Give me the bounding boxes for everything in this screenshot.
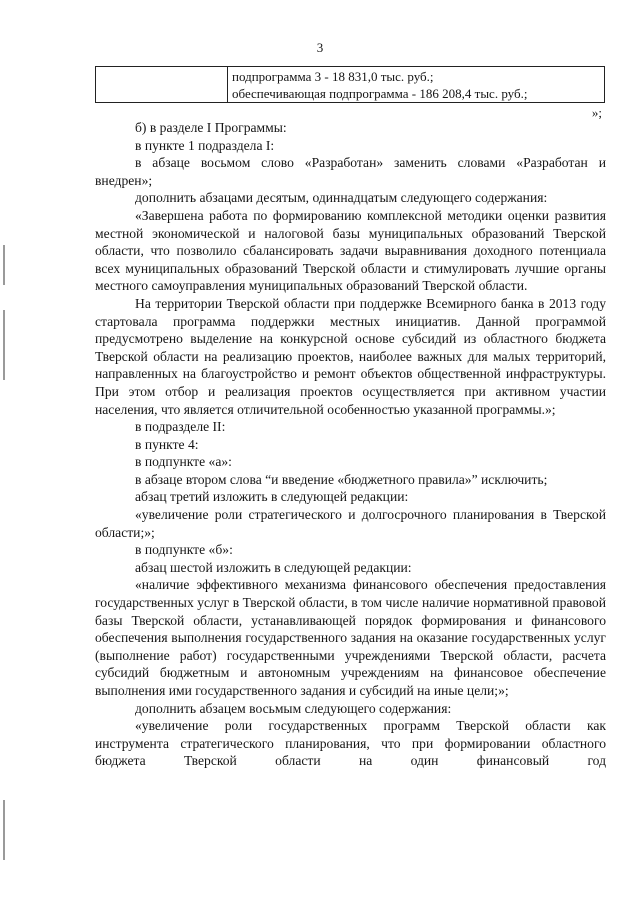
paragraph: «увеличение роли государственных программ Тверской области как инструмента стратегического планирования, что при формировании областного бюджета Тверской области на один финансовый год	[95, 718, 606, 769]
paragraph: б) в разделе I Программы:	[135, 120, 287, 135]
document-body	[95, 119, 606, 770]
paragraph: «увеличение роли стратегического и долгосрочного планирования в Тверской области;»;	[95, 507, 606, 540]
table-row-supporting-subprogram: обеспечивающая подпрограмма - 186 208,4 тыс. руб.;	[232, 86, 528, 101]
table-row-subprogram-3: подпрограмма 3 - 18 831,0 тыс. руб.;	[232, 69, 434, 84]
paragraph: в абзаце восьмом слово «Разработан» заменить словами «Разработан и внедрен»;	[95, 155, 606, 188]
table-text-cell	[228, 67, 604, 102]
table-empty-cell	[96, 67, 228, 102]
paragraph: абзац третий изложить в следующей редакции:	[135, 489, 409, 505]
scan-edge-mark	[3, 800, 5, 860]
paragraph: абзац шестой изложить в следующей редакции:	[135, 559, 412, 575]
paragraph: в подпункте «а»:	[135, 454, 232, 470]
paragraph: в пункте 4:	[135, 436, 199, 452]
scan-edge-mark	[3, 310, 5, 380]
paragraph: На территории Тверской области при поддержке Всемирного банка в 2013 году стартовала программа поддержки местных инициатив. Данной программой предусмотрено выделение на конкурсной основе субсидий из областного бюджета Тверской области на реализацию проектов, наиболее важных для малых территорий, направленных на благоустройство и ремонт объектов общественной инфраструктуры. При этом отбор и реализация проектов осуществляется при активном участии населения, что является отличительной особенностью указанной программы.»;	[95, 295, 606, 417]
page-number: 3	[316, 40, 324, 55]
paragraph: «наличие эффективного механизма финансового обеспечения предоставления государственных услуг в Тверской области, в том числе наличие нормативной правовой базы Тверской области, устанавливающей порядок формирования и финансового обеспечения выполнения государственного задания на оказание государственных услуг (выполнение работ) государственными учреждениями Тверской области, расчета субсидий бюджетным и автономным учреждениям на финансовое обеспечение выполнения ими государственного задания и субсидий на иные цели;»;	[95, 577, 606, 698]
paragraph: в абзаце втором слова “и введение «бюджетного правила»” исключить;	[135, 471, 548, 487]
paragraph: в пункте 1 подраздела I:	[135, 137, 275, 153]
table-closing-quote: »;	[591, 105, 602, 120]
paragraph: дополнить абзацем восьмым следующего содержания:	[135, 700, 452, 716]
paragraph: в подразделе II:	[135, 419, 226, 435]
paragraph: в подпункте «б»:	[135, 542, 233, 558]
scan-edge-mark	[3, 245, 5, 285]
paragraph: дополнить абзацами десятым, одиннадцатым следующего содержания:	[135, 190, 548, 206]
paragraph: «Завершена работа по формированию комплексной методики оценки развития местной экономической и налоговой базы муниципальных образований Тверской области, что позволило сбалансировать задачи выравнивания доходного потенциала всех муниципальных образований Тверской области и стимулировать лучшие органы местного самоуправления муниципальных образований Тверской области.	[95, 207, 606, 294]
budget-table	[95, 66, 605, 103]
